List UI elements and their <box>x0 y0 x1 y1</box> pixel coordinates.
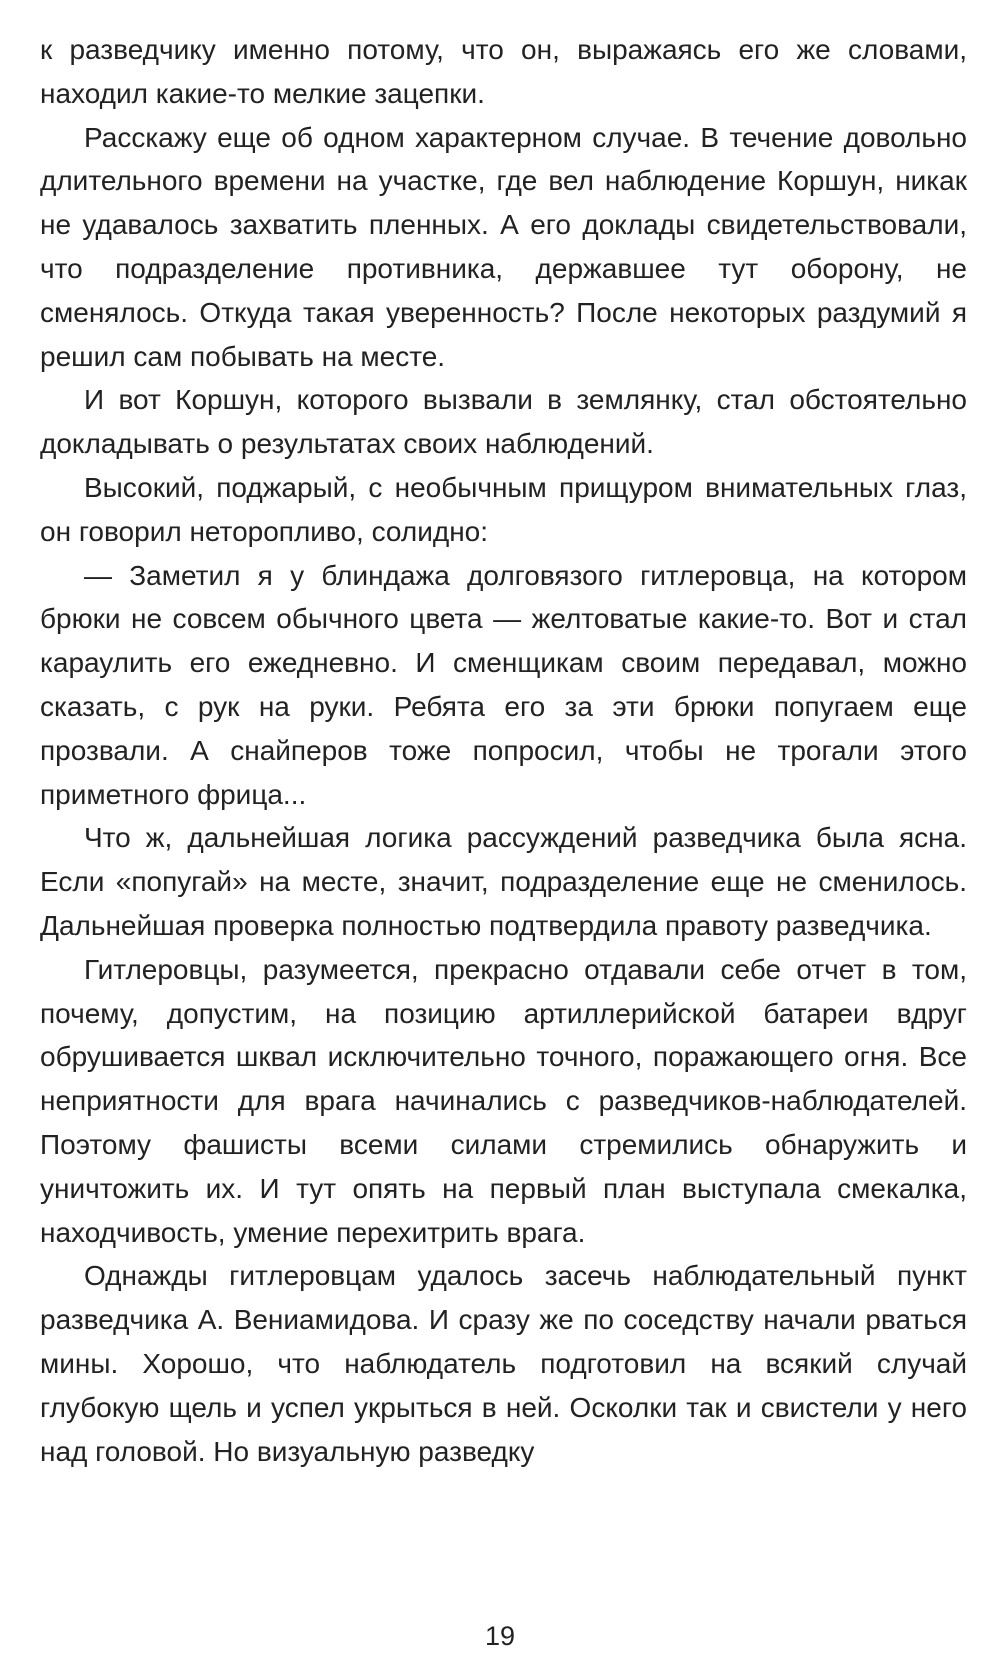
paragraph: Гитлеровцы, разумеется, прекрасно отдавали себе отчет в том, почему, допустим, на позицию артиллерийской батареи вдруг обрушивается шквал исключительно точного, поражающего огня. Все неприятности для врага начинались с разведчиков-наблюдателей. Поэтому фашисты всеми силами стремились обнаружить и уничтожить их. И тут опять на первый план выступала смекалка, находчивость, умение перехитрить врага. <box>40 953 967 1248</box>
paragraph: Что ж, дальнейшая логика рассуждений разведчика была ясна. Если «попугай» на месте, значит, подразделение еще не сменилось. Дальнейшая проверка полностью подтвердила правоту разведчика. <box>40 822 967 941</box>
paragraph-continuation: к разведчику именно потому, что он, выражаясь его же словами, находил какие-то мелкие зацепки. <box>40 34 967 109</box>
page-number: 19 <box>484 1621 516 1651</box>
paragraph: И вот Коршун, которого вызвали в землянку, стал обстоятельно докладывать о результатах своих наблюдений. <box>40 384 967 460</box>
paragraph-dialogue: — Заметил я у блиндажа долговязого гитлеровца, на котором брюки не совсем обычного цвета — желтоватые какие-то. Вот и стал караулить его ежедневно. И сменщикам своим передавал, можно сказать, с рук на руки. Ребята его за эти брюки попугаем еще прозвали. А снайперов тоже попросил, чтобы не трогали этого приметного фрица... <box>40 559 967 810</box>
paragraph: Высокий, поджарый, с необычным прищуром внимательных глаз, он говорил неторопливо, солидно: <box>40 471 967 547</box>
paragraph: Расскажу еще об одном характерном случае. В течение довольно длительного времени на участке, где вел наблюдение Коршун, никак не удавалось захватить пленных. А его доклады свидетельствовали, что подразделение противника, державшее тут оборону, не сменялось. Откуда такая уверенность? После некоторых раздумий я решил сам побывать на месте. <box>40 121 967 372</box>
paragraph: Однажды гитлеровцам удалось засечь наблюдательный пункт разведчика А. Вениамидова. И сразу же по соседству начали рваться мины. Хорошо, что наблюдатель подготовил на всякий случай глубокую щель и успел укрыться в ней. Осколки так и свистели у него над головой. Но визуальную разведку <box>40 1260 967 1467</box>
page-body <box>40 28 967 1473</box>
